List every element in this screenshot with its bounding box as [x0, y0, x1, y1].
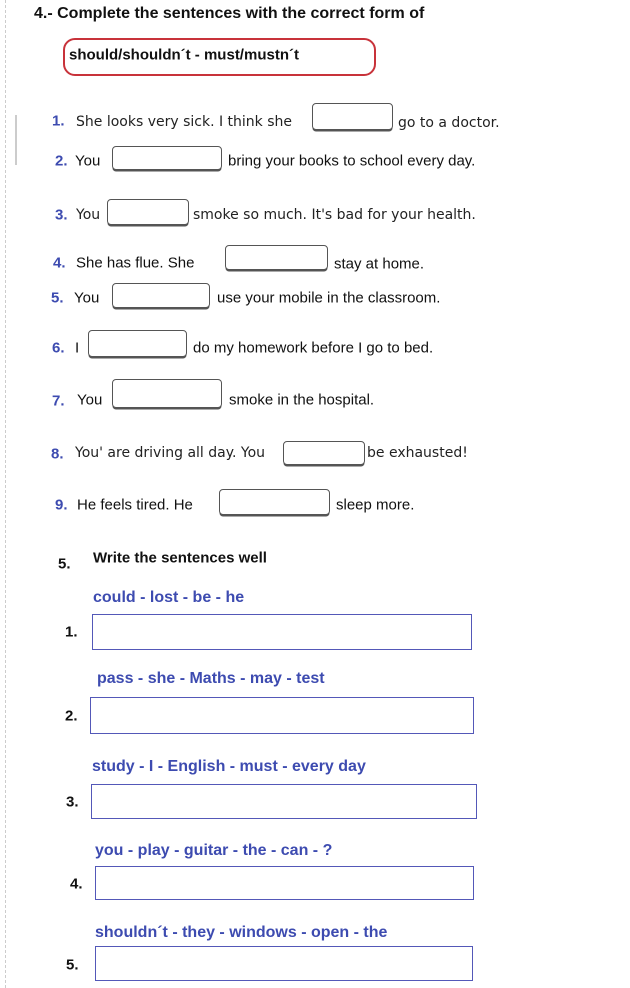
- item-number: 5.: [51, 289, 64, 307]
- item-number: 1.: [52, 112, 65, 130]
- sentence-end: use your mobile in the classroom.: [217, 289, 441, 307]
- answer-box-3[interactable]: [107, 199, 189, 225]
- sentence-start: You: [76, 207, 101, 223]
- exercise-5-number: 5.: [58, 555, 71, 573]
- item-number: 4.: [53, 254, 66, 272]
- sentence-input-1[interactable]: [92, 614, 472, 650]
- sentence-end: sleep more.: [336, 496, 415, 514]
- sentence-start: You: [75, 152, 101, 170]
- word-list: study - I - English - must - every day: [92, 758, 366, 775]
- item-number: 7.: [52, 392, 65, 410]
- sentence-input-5[interactable]: [95, 946, 473, 981]
- item-number: 3.: [55, 206, 68, 224]
- answer-box-2[interactable]: [112, 146, 222, 170]
- word-list: you - play - guitar - the - can - ?: [95, 842, 333, 859]
- exercise-5-title: Write the sentences well: [93, 549, 267, 567]
- item-number: 3.: [66, 793, 79, 811]
- sentence-end: smoke so much. It's bad for your health.: [193, 207, 476, 223]
- sentence-start: You' are driving all day. You: [75, 445, 266, 461]
- item-number: 5.: [66, 956, 79, 974]
- word-list: pass - she - Maths - may - test: [97, 670, 325, 687]
- sentence-start: I: [75, 339, 80, 357]
- answer-box-8[interactable]: [283, 441, 365, 465]
- item-number: 2.: [55, 152, 68, 170]
- item-number: 2.: [65, 707, 78, 725]
- answer-box-4[interactable]: [225, 245, 328, 270]
- sentence-input-3[interactable]: [91, 784, 477, 819]
- sentence-end: do my homework before I go to bed.: [193, 339, 434, 357]
- sentence-start: You: [74, 289, 100, 307]
- answer-box-6[interactable]: [88, 330, 187, 357]
- item-number: 1.: [65, 623, 78, 641]
- sentence-end: smoke in the hospital.: [229, 391, 375, 409]
- options-text: should/shouldn´t - must/mustn´t: [69, 46, 299, 64]
- answer-box-7[interactable]: [112, 379, 222, 408]
- page-edge-mark: [15, 115, 17, 165]
- word-list: could - lost - be - he: [93, 589, 245, 606]
- exercise-4-title: 4.- Complete the sentences with the correct form of: [34, 5, 425, 22]
- item-number: 9.: [55, 496, 68, 514]
- answer-box-1[interactable]: [312, 103, 393, 130]
- item-number: 6.: [52, 339, 65, 357]
- item-number: 4.: [70, 875, 83, 893]
- sentence-input-4[interactable]: [95, 866, 474, 900]
- word-list: shouldn´t - they - windows - open - the: [95, 924, 388, 941]
- sentence-start: She has flue. She: [76, 254, 195, 272]
- sentence-end: be exhausted!: [367, 445, 468, 461]
- answer-box-9[interactable]: [219, 489, 330, 515]
- item-number: 8.: [51, 445, 64, 463]
- sentence-end: bring your books to school every day.: [228, 152, 476, 170]
- sentence-end: go to a doctor.: [398, 115, 500, 131]
- sentence-start: You: [77, 391, 103, 409]
- answer-box-5[interactable]: [112, 283, 210, 308]
- sentence-end: stay at home.: [334, 255, 425, 273]
- sentence-start: He feels tired. He: [77, 496, 193, 514]
- page-edge: [5, 0, 6, 988]
- sentence-start: She looks very sick. I think she: [76, 114, 293, 130]
- sentence-input-2[interactable]: [90, 697, 474, 734]
